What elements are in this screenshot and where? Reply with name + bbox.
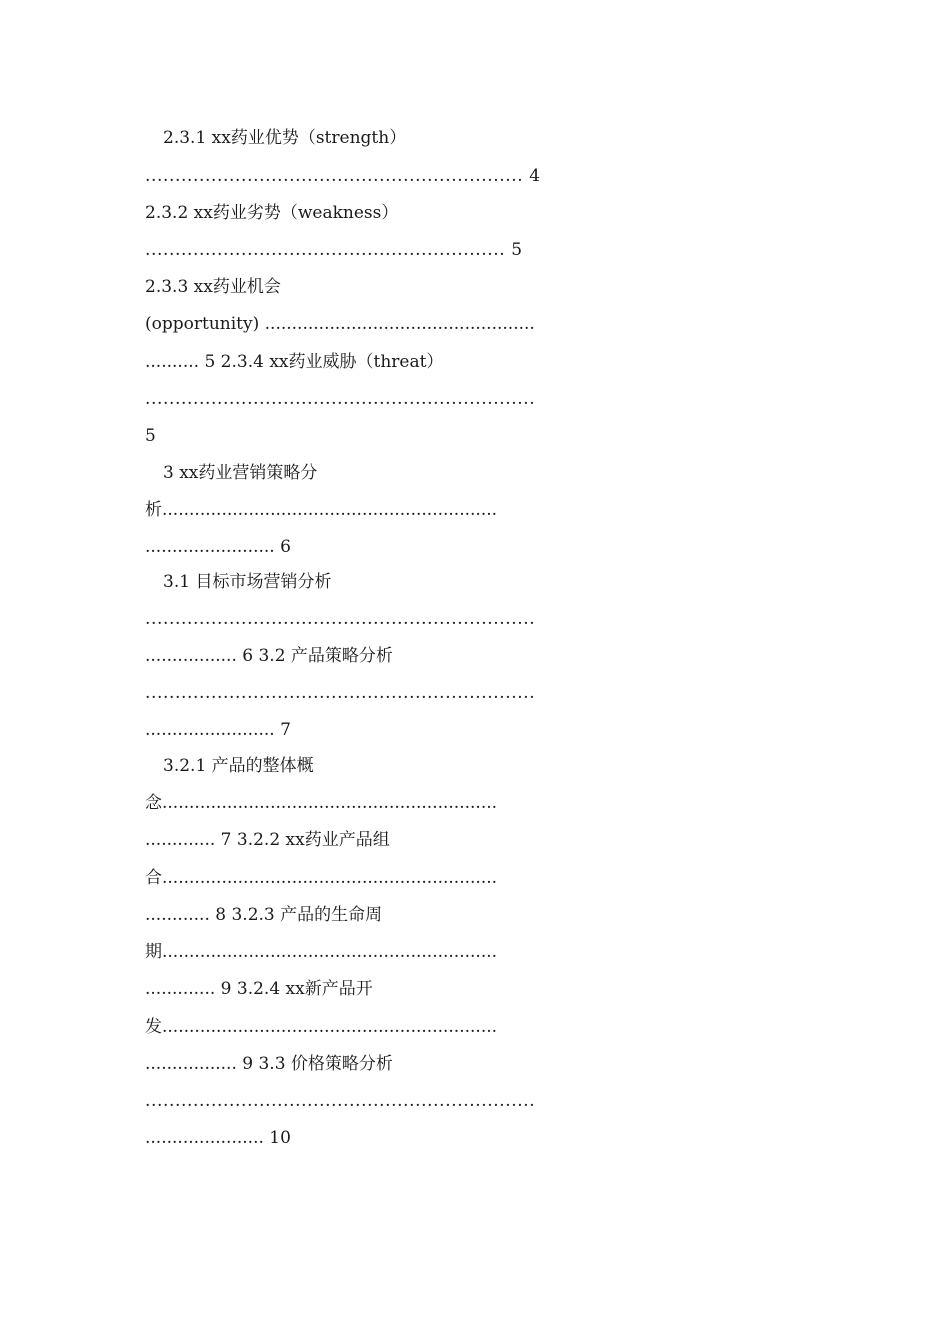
toc-entry-2-3-2-leader: ............................................................ 5 — [145, 240, 523, 260]
toc-entry-3-2-title: ................. 6 3.2 产品策略分析 — [145, 646, 393, 666]
toc-entry-3-title: 3 xx药业营销策略分 — [163, 463, 318, 483]
toc-entry-2-3-4-title: .......... 5 2.3.4 xx药业威胁（threat） — [145, 352, 444, 372]
toc-entry-3-2-2-title: ............. 7 3.2.2 xx药业产品组 — [145, 830, 390, 850]
toc-entry-3-3-title: ................. 9 3.3 价格策略分析 — [145, 1054, 393, 1074]
toc-entry-2-3-1-title: 2.3.1 xx药业优势（strength） — [163, 128, 407, 148]
toc-entry-3-2-4-title-cont: 发.............................................................. — [145, 1017, 498, 1037]
toc-entry-3-3-page: ...................... 10 — [145, 1128, 291, 1148]
toc-entry-3-2-3-title: ............ 8 3.2.3 产品的生命周 — [145, 905, 383, 925]
toc-entry-2-3-2-title: 2.3.2 xx药业劣势（weakness） — [145, 203, 399, 223]
toc-entry-2-3-3-title: 2.3.3 xx药业机会 — [145, 277, 281, 297]
toc-entry-3-2-1-title-cont: 念.............................................................. — [145, 793, 498, 813]
toc-entry-2-3-4-leader: ................................................................. — [145, 389, 536, 409]
toc-entry-3-1-title: 3.1 目标市场营销分析 — [163, 572, 332, 592]
toc-entry-3-3-leader: ................................................................. — [145, 1091, 536, 1111]
toc-entry-3-1-leader: ................................................................. — [145, 609, 536, 629]
toc-entry-3-2-4-title: ............. 9 3.2.4 xx新产品开 — [145, 979, 373, 999]
toc-entry-2-3-1-leader: ............................................................... 4 — [145, 166, 541, 186]
toc-entry-3-title-cont: 析.............................................................. — [145, 500, 498, 520]
toc-entry-2-3-3-subtitle: (opportunity) .................................................. — [145, 314, 535, 334]
toc-entry-3-2-3-title-cont: 期.............................................................. — [145, 942, 498, 962]
toc-entry-2-3-4-page: 5 — [145, 426, 156, 446]
toc-entry-3-2-page: ........................ 7 — [145, 720, 291, 740]
toc-entry-3-page: ........................ 6 — [145, 537, 291, 557]
toc-entry-3-2-1-title: 3.2.1 产品的整体概 — [163, 756, 314, 776]
toc-entry-3-2-2-title-cont: 合.............................................................. — [145, 868, 498, 888]
toc-entry-3-2-leader: ................................................................. — [145, 683, 536, 703]
